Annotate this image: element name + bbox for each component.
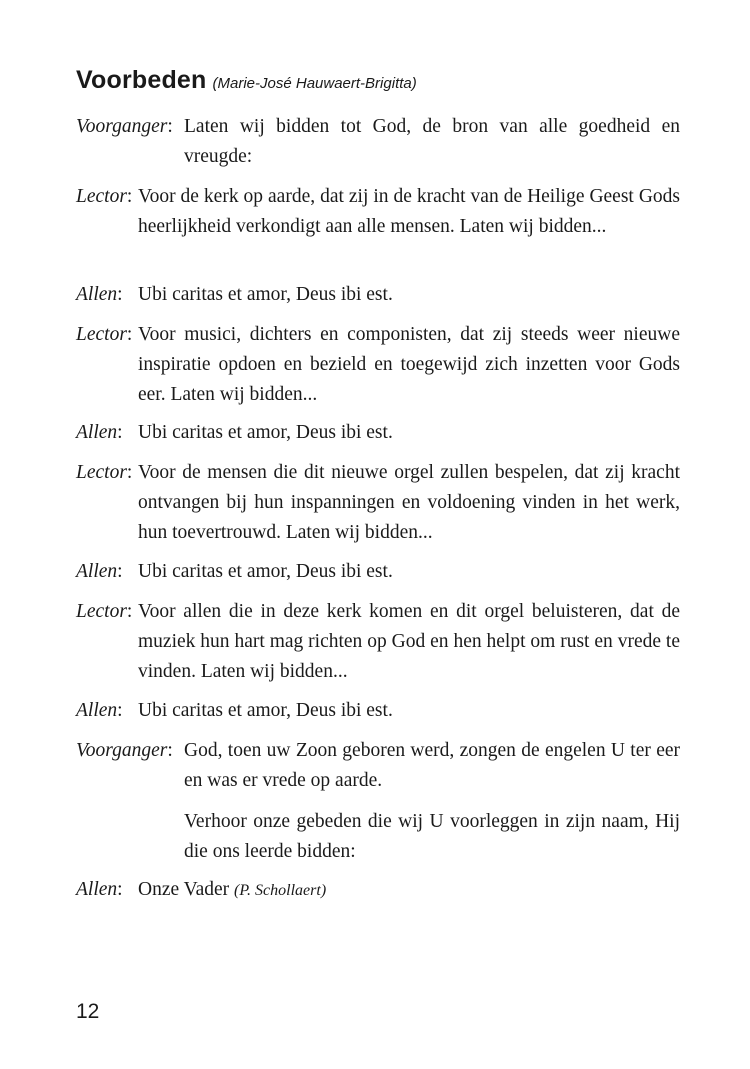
prayer-entry	[76, 557, 680, 587]
prayer-entry	[76, 696, 680, 726]
prayer-entry	[76, 458, 680, 548]
speaker-label: Allen :	[76, 557, 123, 587]
speaker-label: Lector :	[76, 182, 132, 212]
prayer-entry	[76, 736, 680, 867]
prayer-text: Voor de mensen die dit nieuwe orgel zullen bespelen, dat zij kracht ontvangen bij hun inspanningen en voldoening vinden in het werk, hun toevertrouwd. Laten wij bidden...	[138, 462, 680, 543]
prayer-response: Ubi caritas et amor, Deus ibi est.	[138, 422, 393, 443]
prayer-text: Laten wij bidden tot God, de bron van alle goedheid en vreugde:	[184, 116, 680, 167]
speaker-label: Allen :	[76, 875, 123, 905]
prayer-entry	[76, 280, 680, 310]
heading-title: Voorbeden	[76, 66, 207, 94]
heading-credit: (Marie-José Hauwaert-Brigitta)	[212, 75, 417, 92]
section-heading	[76, 66, 417, 95]
speaker-label: Voorganger :	[76, 736, 173, 766]
speaker-label: Voorganger :	[76, 112, 173, 142]
prayer-response: Ubi caritas et amor, Deus ibi est.	[138, 561, 393, 582]
prayer-response: Ubi caritas et amor, Deus ibi est.	[138, 700, 393, 721]
prayer-text: God, toen uw Zoon geboren werd, zongen de engelen U ter eer en was er vrede op aarde.	[184, 740, 680, 791]
speaker-label: Lector :	[76, 597, 132, 627]
prayer-entry	[76, 112, 680, 172]
prayer-entry	[76, 418, 680, 448]
page-number: 12	[76, 1000, 100, 1023]
speaker-label: Allen :	[76, 696, 123, 726]
prayer-entry	[76, 320, 680, 410]
prayer-response: Ubi caritas et amor, Deus ibi est.	[138, 284, 393, 305]
prayer-entry	[76, 597, 680, 687]
prayer-entry	[76, 182, 680, 242]
composer-credit: (P. Schollaert)	[234, 882, 327, 899]
speaker-label: Allen :	[76, 280, 123, 310]
prayer-entry	[76, 875, 680, 906]
prayer-text: Voor musici, dichters en componisten, dat zij steeds weer nieuwe inspiratie opdoen en bezield en toegewijd zich inzetten voor Gods eer. Laten wij bidden...	[138, 324, 680, 405]
speaker-label: Allen :	[76, 418, 123, 448]
prayer-text: Voor de kerk op aarde, dat zij in de kracht van de Heilige Geest Gods heerlijkheid verkondigt aan alle mensen. Laten wij bidden...	[138, 186, 680, 237]
prayer-text: Voor allen die in deze kerk komen en dit orgel beluisteren, dat de muziek hun hart mag richten op God en hen helpt om rust en vrede te vinden. Laten wij bidden...	[138, 601, 680, 682]
prayer-text-continued: Verhoor onze gebeden die wij U voorleggen in zijn naam, Hij die ons leerde bidden:	[184, 811, 680, 862]
prayer-response-text: Onze Vader	[138, 879, 230, 900]
speaker-label: Lector :	[76, 320, 132, 350]
speaker-label: Lector :	[76, 458, 132, 488]
prayer-response	[76, 875, 680, 906]
